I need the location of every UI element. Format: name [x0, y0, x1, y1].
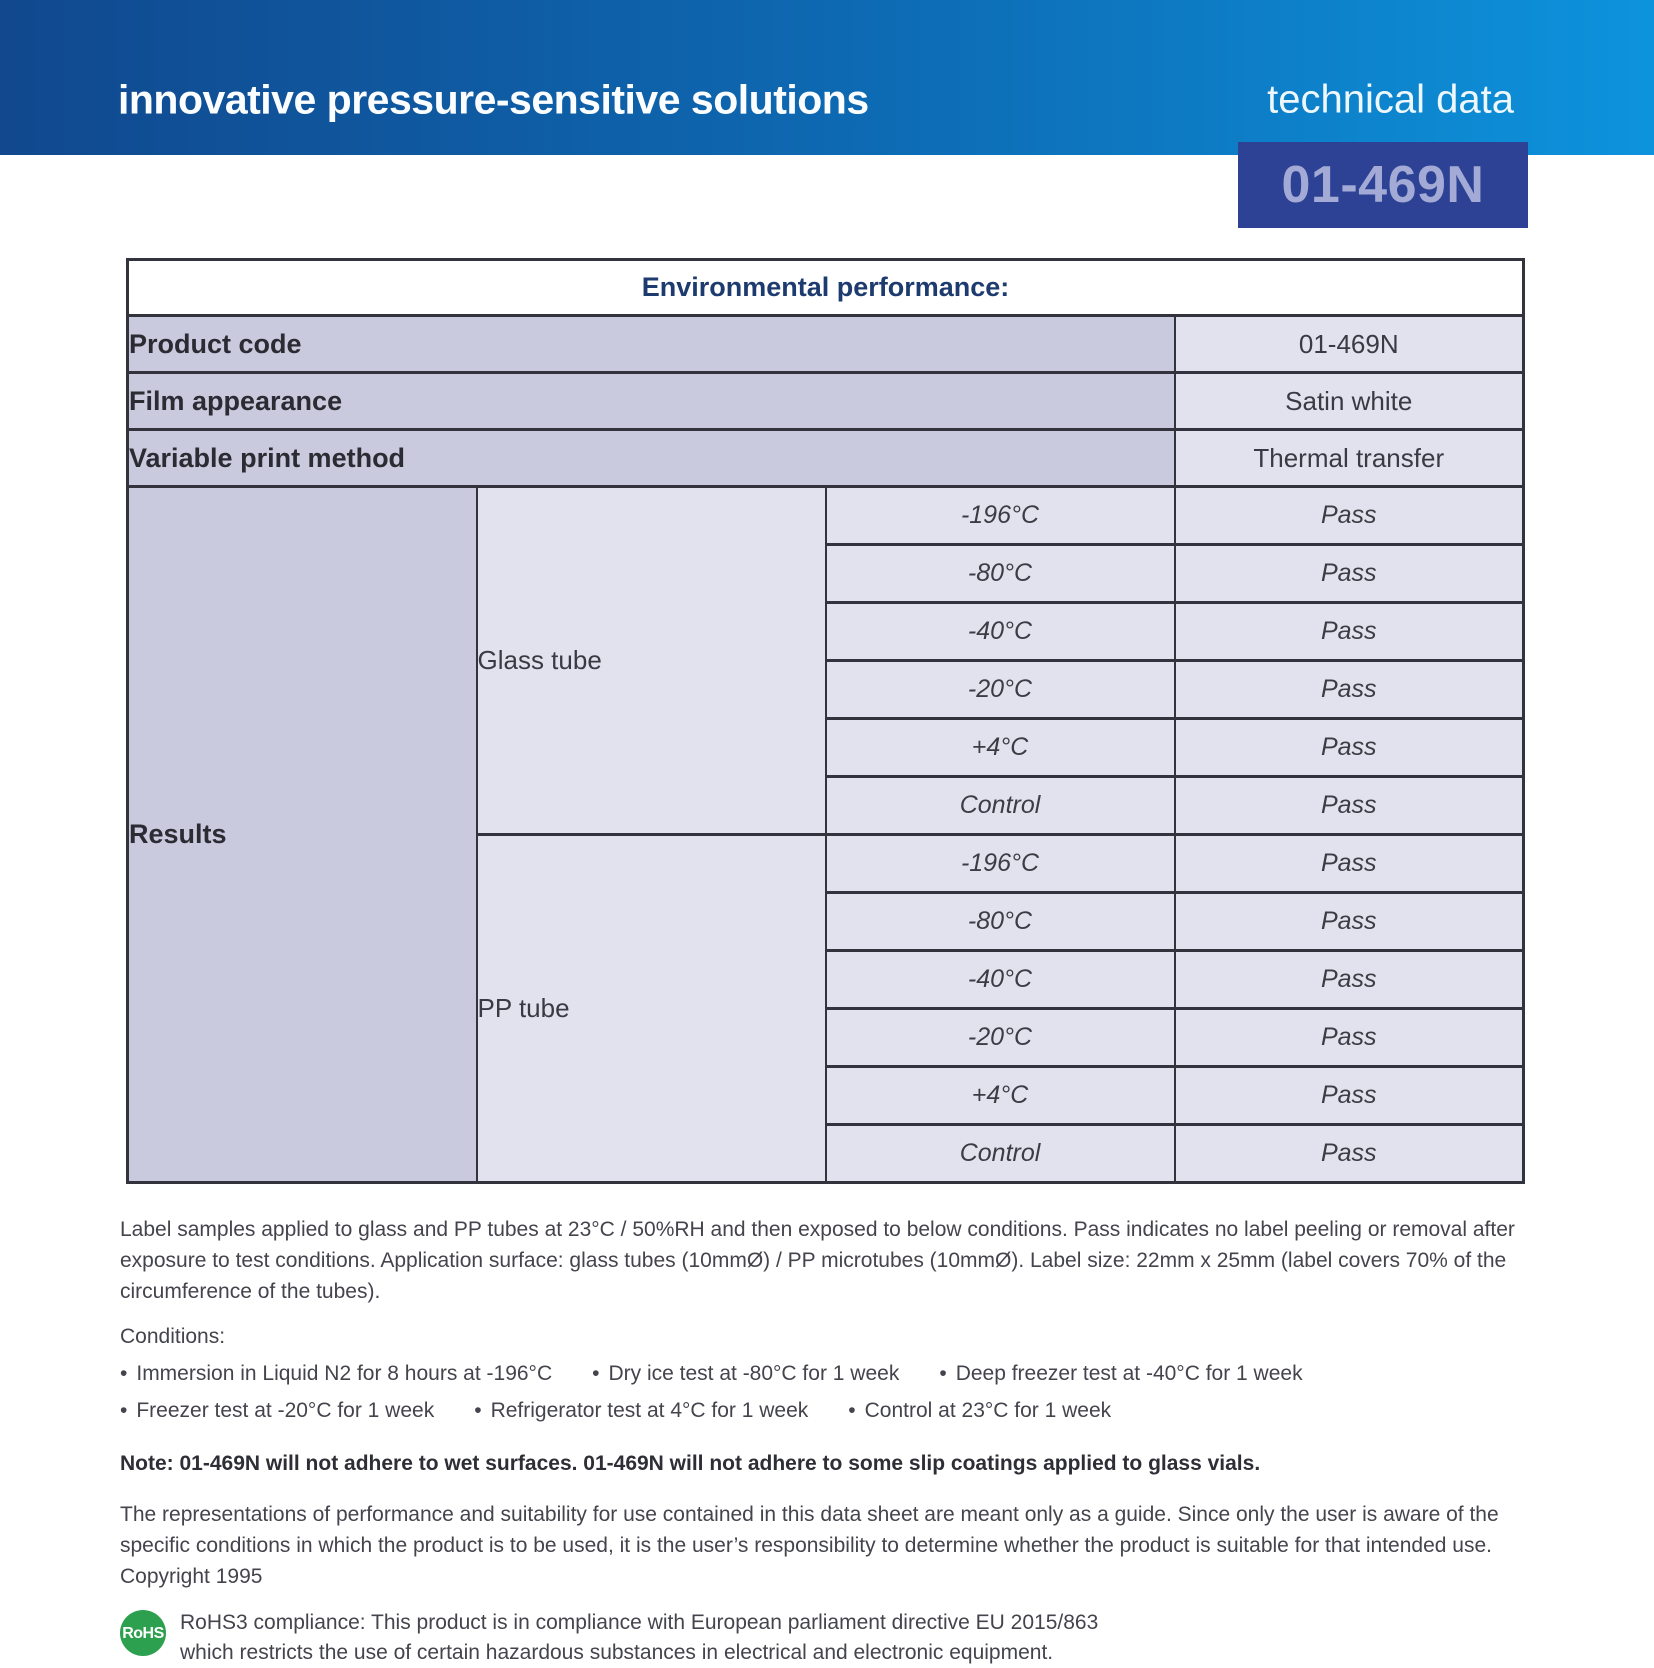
condition-cell: -40°C [826, 951, 1175, 1009]
condition-item: Refrigerator test at 4°C for 1 week [490, 1399, 809, 1422]
section-cell-pp-tube: PP tube [477, 835, 826, 1183]
info-row-value: Satin white [1175, 373, 1524, 430]
condition-cell: +4°C [826, 719, 1175, 777]
rohs-compliance-row [120, 1608, 1532, 1668]
condition-item: Deep freezer test at -40°C for 1 week [955, 1362, 1303, 1385]
condition-item: Freezer test at -20°C for 1 week [136, 1399, 435, 1422]
condition-cell: -196°C [826, 487, 1175, 545]
info-row-label: Film appearance [128, 373, 1175, 430]
product-code-text: 01-469N [1281, 156, 1485, 214]
condition-item: Dry ice test at -80°C for 1 week [608, 1362, 900, 1385]
result-cell: Pass [1175, 1067, 1524, 1125]
condition-item: Control at 23°C for 1 week [864, 1399, 1112, 1422]
rohs-line-2: which restricts the use of certain hazardous substances in electrical and electronic equipment. [180, 1641, 1054, 1664]
conditions-line-2 [120, 1395, 1532, 1426]
result-cell: Pass [1175, 951, 1524, 1009]
bullet-icon: • [474, 1399, 482, 1422]
condition-item: Immersion in Liquid N2 for 8 hours at -196°C [136, 1362, 553, 1385]
condition-cell: Control [826, 777, 1175, 835]
result-cell: Pass [1175, 603, 1524, 661]
condition-cell: -20°C [826, 1009, 1175, 1067]
result-cell: Pass [1175, 777, 1524, 835]
condition-cell: -80°C [826, 545, 1175, 603]
rohs-icon-label: RoHS [122, 1624, 164, 1642]
environmental-performance-table [126, 258, 1525, 1184]
condition-cell: Control [826, 1125, 1175, 1183]
info-row-label: Variable print method [128, 430, 1175, 487]
disclaimer-text: The representations of performance and suitability for use contained in this data sheet are meant only as a guide. Since only the user is aware of the specific conditions in which the product is to be used, it is the user’s responsibility to determine whether the product is suitable for that intended use. Copyright 1995 [120, 1503, 1499, 1588]
results-header-cell: Results [128, 487, 477, 1183]
result-cell: Pass [1175, 893, 1524, 951]
brand-tagline: innovative pressure-sensitive solutions [118, 76, 869, 123]
bullet-icon: • [939, 1362, 947, 1385]
bullet-icon: • [120, 1362, 128, 1385]
note-text: Note: 01-469N will not adhere to wet surfaces. 01-469N will not adhere to some slip coatings applied to glass vials. [120, 1452, 1261, 1475]
bullet-icon: • [848, 1399, 856, 1422]
doc-type-label: technical data [1267, 77, 1514, 122]
result-cell: Pass [1175, 719, 1524, 777]
info-row-value: Thermal transfer [1175, 430, 1524, 487]
header-bar [0, 0, 1654, 155]
rohs-compliance-text [180, 1608, 1098, 1668]
condition-cell: -80°C [826, 893, 1175, 951]
section-cell-glass-tube: Glass tube [477, 487, 826, 835]
result-cell: Pass [1175, 1009, 1524, 1067]
bullet-icon: • [120, 1399, 128, 1422]
condition-cell: -40°C [826, 603, 1175, 661]
condition-cell: +4°C [826, 1067, 1175, 1125]
conditions-heading: Conditions: [120, 1325, 226, 1348]
rohs-icon [120, 1610, 166, 1656]
info-row-value: 01-469N [1175, 316, 1524, 373]
table-title: Environmental performance: [128, 260, 1524, 316]
footer-notes [120, 1214, 1532, 1668]
product-code-badge [1238, 142, 1528, 228]
conditions-line-1 [120, 1358, 1532, 1389]
condition-cell: -196°C [826, 835, 1175, 893]
description-paragraph: Label samples applied to glass and PP tubes at 23°C / 50%RH and then exposed to below conditions. Pass indicates no label peeling or removal after exposure to test conditions. Application surface: glass tubes (10mmØ) / PP microtubes (10mmØ). Label size: 22mm x 25mm (label covers 70% of the circumference of the tubes). [120, 1218, 1515, 1303]
result-cell: Pass [1175, 545, 1524, 603]
condition-cell: -20°C [826, 661, 1175, 719]
result-cell: Pass [1175, 1125, 1524, 1183]
bullet-icon: • [592, 1362, 600, 1385]
result-cell: Pass [1175, 661, 1524, 719]
result-cell: Pass [1175, 835, 1524, 893]
rohs-line-1: RoHS3 compliance: This product is in compliance with European parliament directive EU 2015/863 [180, 1611, 1099, 1634]
info-row-label: Product code [128, 316, 1175, 373]
result-cell: Pass [1175, 487, 1524, 545]
